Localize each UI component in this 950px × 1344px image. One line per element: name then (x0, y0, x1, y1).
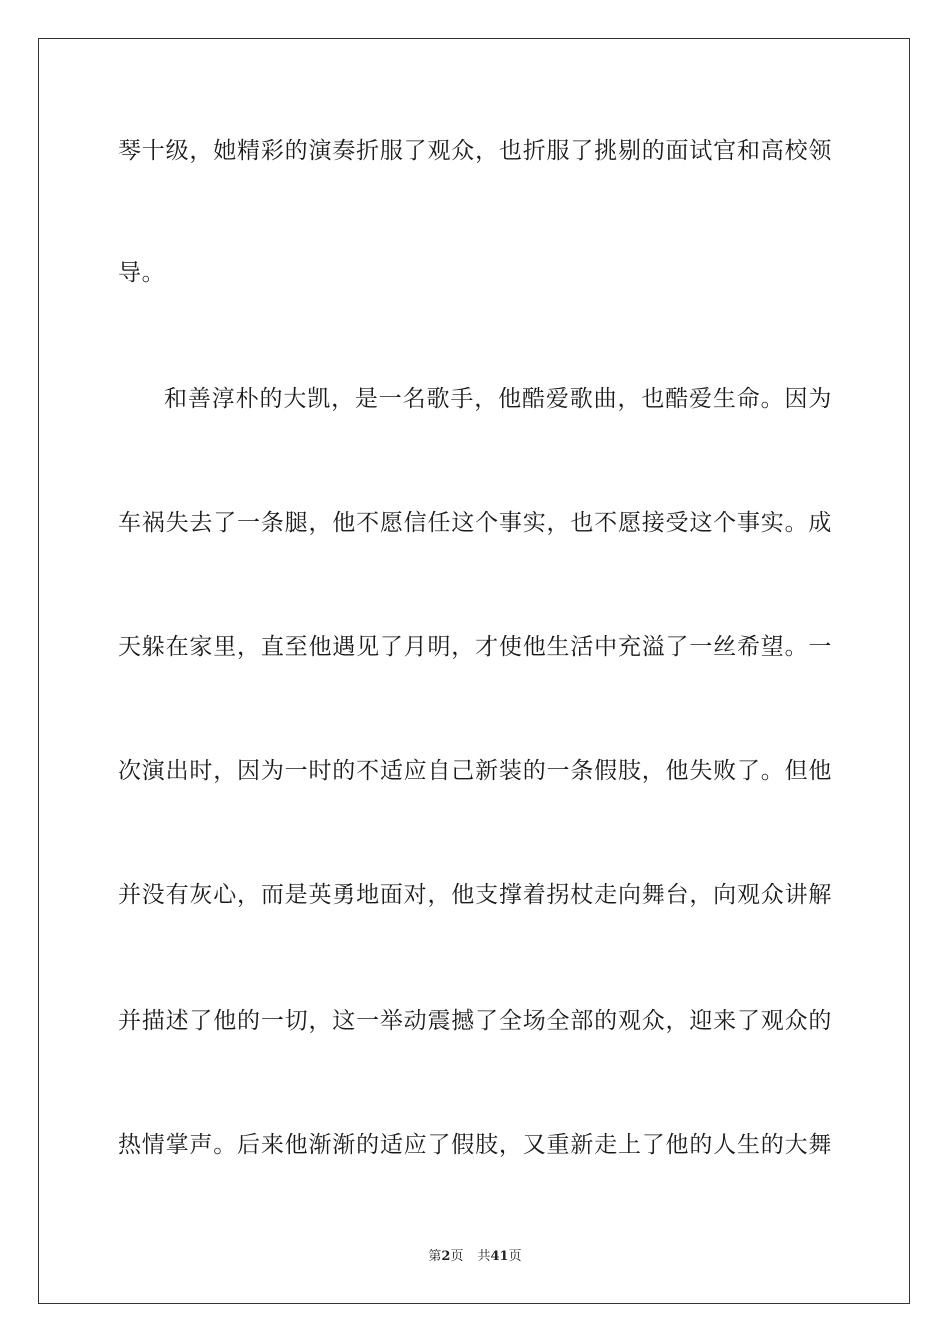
body-line-8: 并描述了他的一切，这一举动震撼了全场全部的观众，迎来了观众的 (118, 1008, 832, 1034)
total-prefix: 共 (477, 1249, 491, 1264)
body-line-7: 并没有灰心，而是英勇地面对，他支撑着拐杖走向舞台，向观众讲解 (118, 882, 832, 908)
body-line-3: 和善淳朴的大凯，是一名歌手，他酷爱歌曲，也酷爱生命。因为 (164, 386, 832, 412)
page-footer (0, 1248, 950, 1266)
total-suffix: 页 (508, 1249, 522, 1264)
body-line-4: 车祸失去了一条腿，他不愿信任这个事实，也不愿接受这个事实。成 (118, 510, 832, 536)
page-border (38, 38, 910, 1304)
page-suffix: 页 (450, 1249, 464, 1264)
body-line-6: 次演出时，因为一时的不适应自己新装的一条假肢，他失败了。但他 (118, 758, 832, 784)
page-number: 2 (441, 1249, 451, 1264)
body-line-5: 天躲在家里，直至他遇见了月明，才使他生活中充溢了一丝希望。一 (118, 634, 832, 660)
body-line-2: 导。 (118, 260, 166, 286)
body-line-9: 热情掌声。后来他渐渐的适应了假肢，又重新走上了他的人生的大舞 (118, 1132, 832, 1158)
body-line-1: 琴十级，她精彩的演奏折服了观众，也折服了挑剔的面试官和高校领 (118, 138, 832, 164)
page-prefix: 第 (428, 1249, 442, 1264)
total-pages: 41 (490, 1249, 509, 1264)
